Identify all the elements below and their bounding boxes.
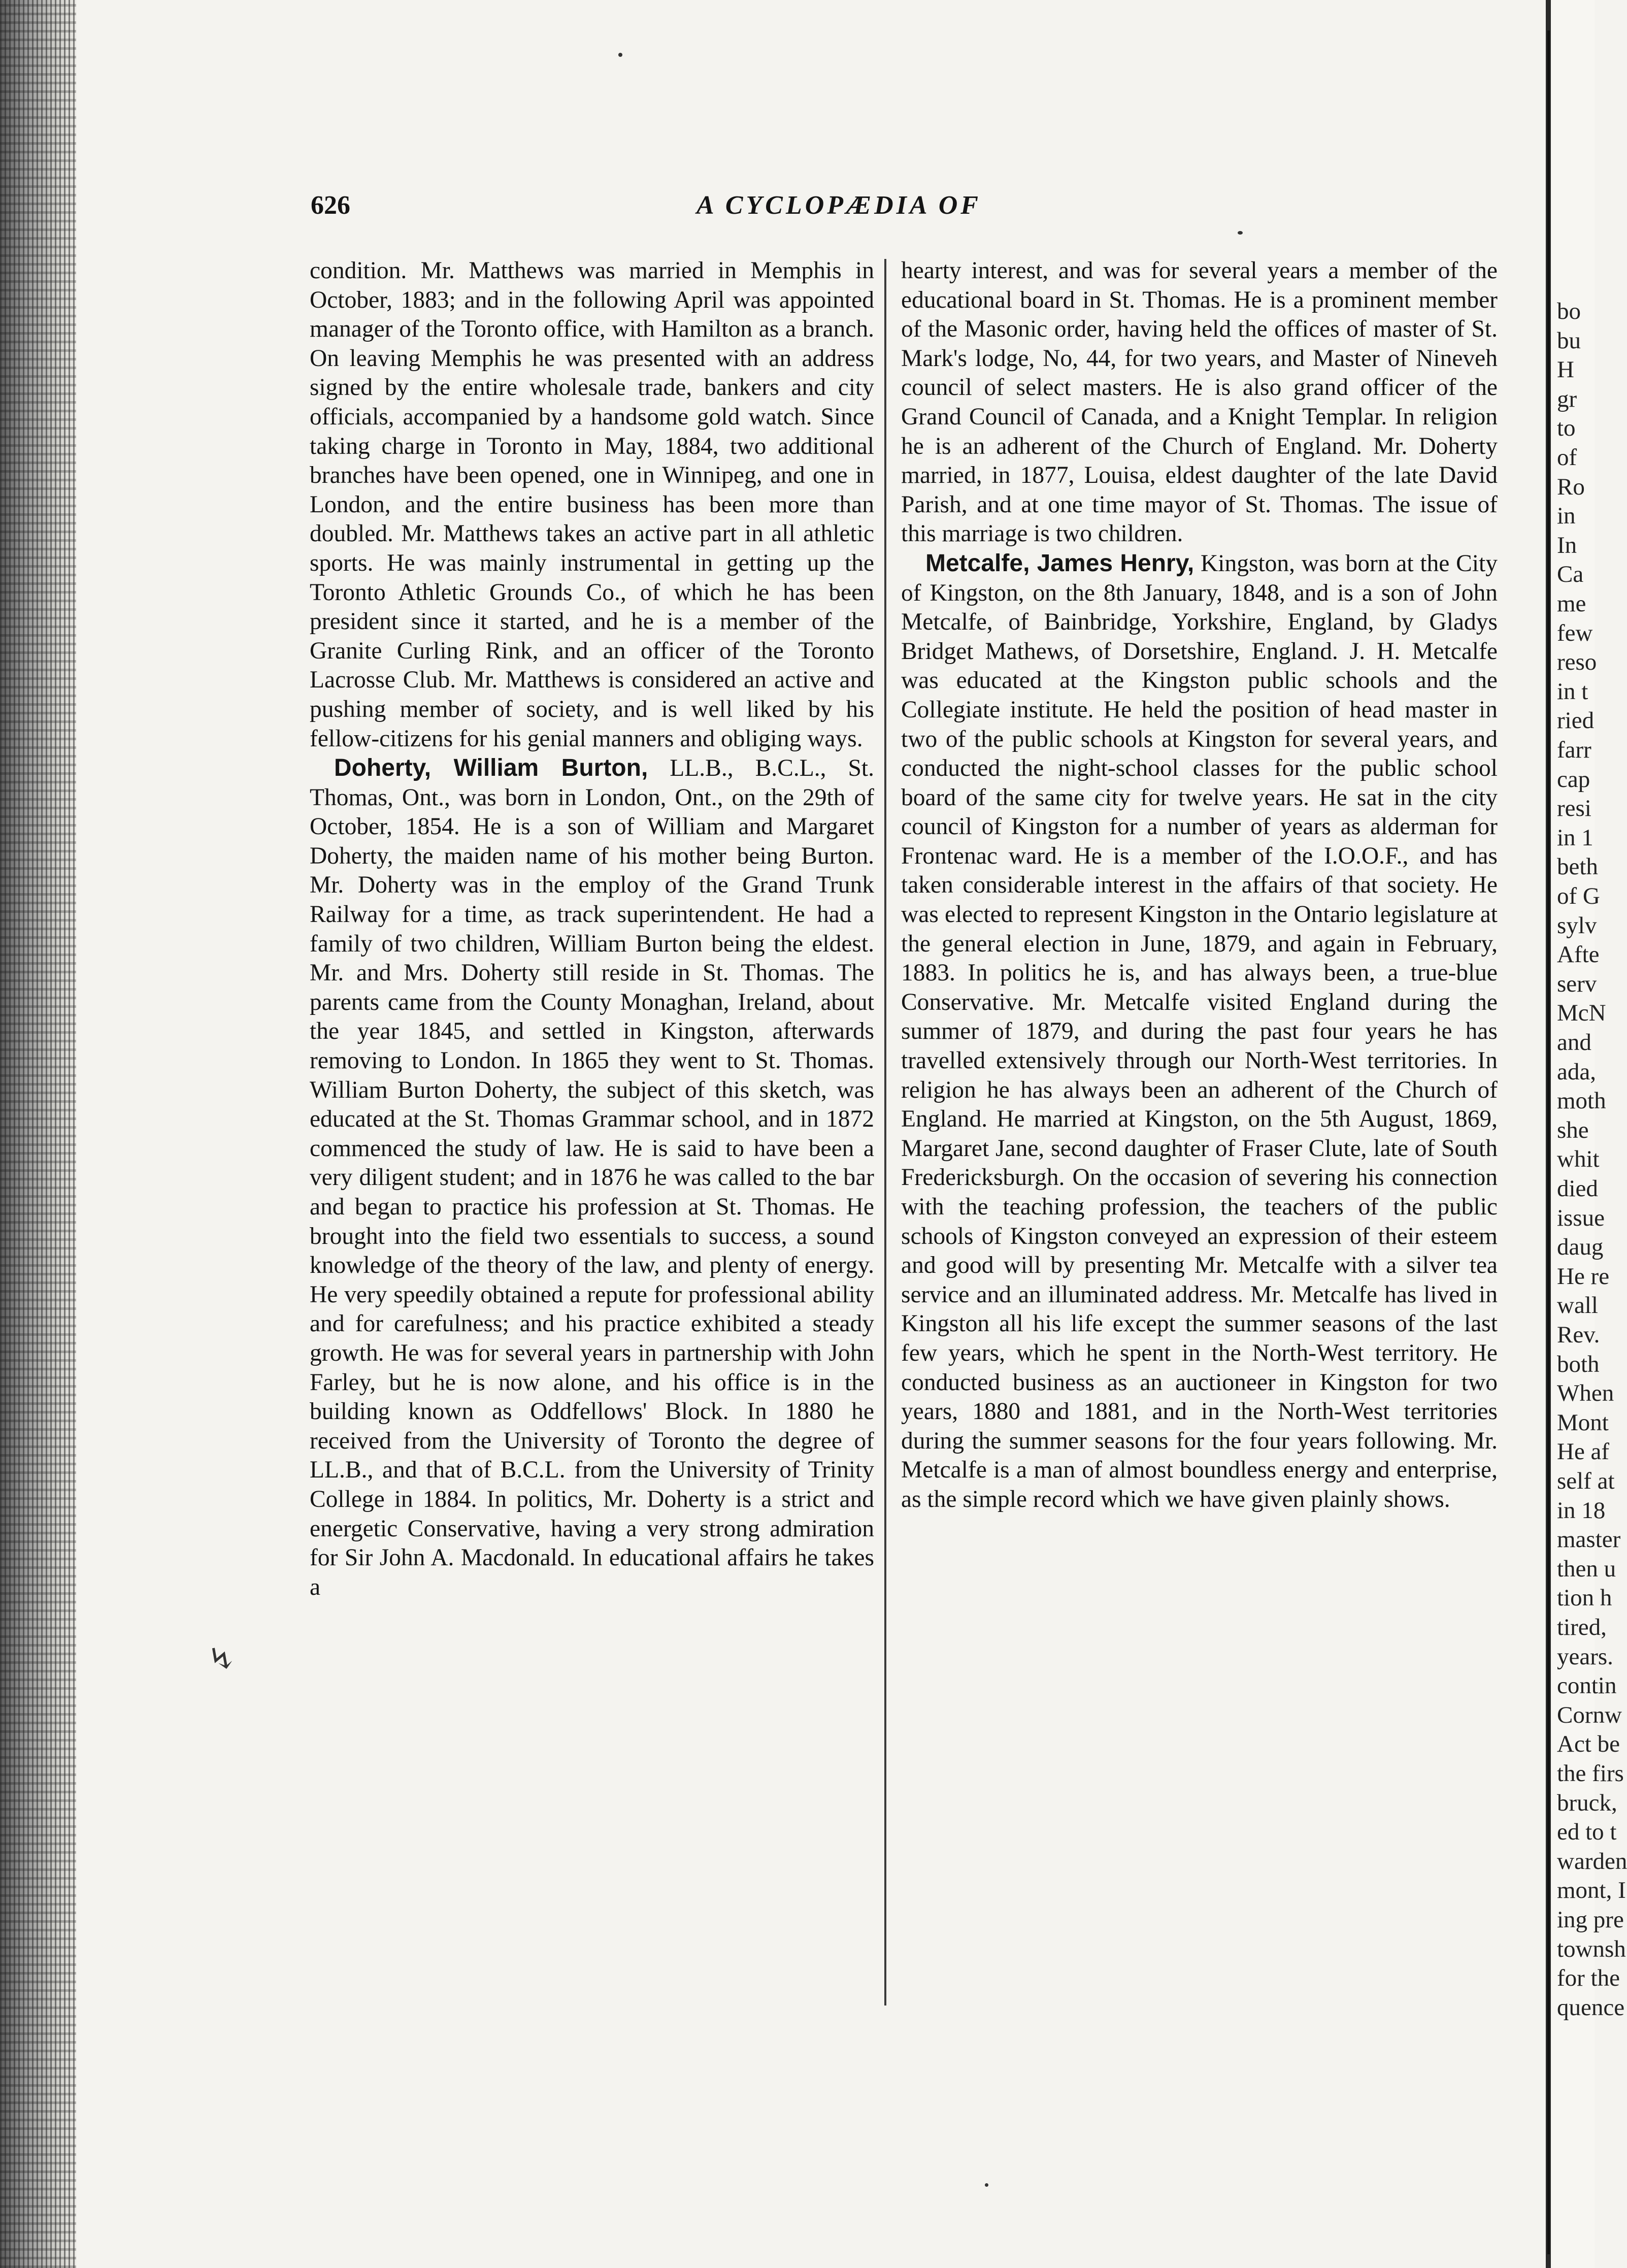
facing-page-fragment: Mont <box>1557 1409 1609 1436</box>
facing-page-fragment: He re <box>1557 1263 1610 1290</box>
facing-page-fragment: Afte <box>1557 941 1600 968</box>
facing-page-fragment: to <box>1557 415 1576 442</box>
facing-page-fragment: Act be <box>1557 1731 1620 1758</box>
facing-page-fragment: bo <box>1557 298 1581 324</box>
facing-page-fragment: bruck, <box>1557 1789 1617 1816</box>
paper-speck <box>985 2183 988 2187</box>
facing-page-fragment: beth <box>1557 853 1598 880</box>
doherty-entry <box>310 753 874 1602</box>
facing-page-fragment: in <box>1557 503 1576 530</box>
running-title: A CYCLOPÆDIA OF <box>696 191 981 220</box>
facing-page-rule <box>1547 30 1550 2254</box>
facing-page-fragment: bu <box>1557 327 1581 354</box>
facing-page-fragment: and <box>1557 1029 1591 1056</box>
facing-page-fragment: tired, <box>1557 1614 1607 1640</box>
facing-page-fragment: she <box>1557 1116 1589 1143</box>
facing-page-fragment: ada, <box>1557 1058 1596 1085</box>
facing-page-fragment: issue <box>1557 1204 1605 1231</box>
entry-text-doherty: LL.B., B.C.L., St. Thomas, Ont., was born in London, Ont., on the 29th of October, 1854. He is a son of William and Margaret Doherty, the maiden name of his mother being Burton. Mr. Doherty was in the employ of the Grand Trunk Railway for a time, as track superintendent. He had a family of two children, William Burton being the eldest. Mr. and Mrs. Doherty still reside in St. Thomas. The parents came from the County Monaghan, Ireland, about the year 1845, and settled in Kingston, afterwards removing to London. In 1865 they went to St. Thomas. William Burton Doherty, the subject of this sketch, was educated at the St. Thomas Grammar school, and in 1872 commenced the study of law. He is said to have been a very diligent student; and in 1876 he was called to the bar and began to practice his profession at St. Thomas. He brought into the field two essentials to success, a sound knowledge of the theory of the law, and plenty of energy. He very speedily obtained a repute for professional ability and for carefulness; and his practice exhibited a steady growth. He was for several years in partnership with John Farley, but he is now alone, and his office is in the building known as Oddfellows' Block. In 1880 he received from the University of Toronto the degree of LL.B., and that of B.C.L. from the University of Trinity College in 1884. In politics, Mr. Doherty is a strict and energetic Conservative, having a very strong admiration for Sir John A. Macdonald. In educational affairs he takes a <box>310 755 874 1600</box>
facing-page-fragment: He af <box>1557 1438 1610 1465</box>
facing-page-fragment: whit <box>1557 1146 1600 1173</box>
entry-name-metcalfe: Metcalfe, James Henry, <box>925 549 1194 577</box>
facing-page-fragment: warden <box>1557 1848 1627 1875</box>
page-number: 626 <box>311 191 350 220</box>
facing-page-fragment: ried <box>1557 707 1595 734</box>
facing-page-fragment: died <box>1557 1175 1598 1202</box>
facing-page-fragment: for the <box>1557 1965 1620 1992</box>
facing-page-fragment: tion h <box>1557 1585 1612 1612</box>
facing-page-strip <box>1546 0 1627 2268</box>
facing-page-fragment: Rev. <box>1557 1322 1600 1348</box>
facing-page-fragment: cap <box>1557 766 1590 793</box>
facing-page-fragment: gr <box>1557 385 1577 412</box>
facing-page-fragment: McN <box>1557 1000 1606 1027</box>
facing-page-fragment: quence <box>1557 1994 1625 2021</box>
facing-page-fragment: ed to t <box>1557 1819 1617 1846</box>
facing-page-fragment: When <box>1557 1380 1614 1407</box>
facing-page-fragment: wall <box>1557 1292 1598 1319</box>
facing-page-fragment: me <box>1557 590 1586 617</box>
facing-page-fragment: of G <box>1557 883 1600 909</box>
matthews-continuation-paragraph: condition. Mr. Matthews was married in Memphis in October, 1883; and in the following April was appointed manager of the Toronto office, with Hamilton as a branch. On leaving Memphis he was presented with an address signed by the entire wholesale trade, bankers and city officials, accompanied by a handsome gold watch. Since taking charge in Toronto in May, 1884, two additional branches have been opened, one in Winnipeg, and one in London, and the entire business has been more than doubled. Mr. Matthews takes an active part in all athletic sports. He was mainly instrumental in getting up the Toronto Athletic Grounds Co., of which he has been president since it started, and he is a member of the Granite Curling Rink, and an officer of the Toronto Lacrosse Club. Mr. Matthews is considered an active and pushing member of society, and is well liked by his fellow-citizens for his genial manners and obliging ways. <box>310 257 874 752</box>
facing-page-fragment: moth <box>1557 1088 1606 1114</box>
facing-page-fragment: contin <box>1557 1672 1617 1699</box>
entry-name-doherty: Doherty, William Burton, <box>334 754 648 782</box>
paper-speck <box>618 53 622 57</box>
facing-page-fragment: H <box>1557 356 1574 383</box>
facing-page-fragment: of <box>1557 444 1577 471</box>
facing-page-fragment: years. <box>1557 1643 1613 1670</box>
facing-page-fragment: Ro <box>1557 473 1585 500</box>
facing-page-fragment: reso <box>1557 649 1597 676</box>
facing-page-fragment: then u <box>1557 1555 1616 1582</box>
facing-page-fragment: in 18 <box>1557 1497 1606 1524</box>
margin-pencil-mark: ↯ <box>203 1637 241 1681</box>
facing-page-fragment: few <box>1557 619 1593 646</box>
facing-page-fragment: daug <box>1557 1234 1604 1261</box>
right-column <box>901 256 1498 1515</box>
facing-page-fragment: farr <box>1557 737 1591 763</box>
facing-page-fragment: in t <box>1557 678 1588 705</box>
facing-page-fragment: sylv <box>1557 912 1597 939</box>
paper-speck <box>1238 231 1243 235</box>
facing-page-fragment: the firs <box>1557 1760 1624 1787</box>
facing-page-fragment: both <box>1557 1351 1600 1377</box>
left-column <box>310 256 874 1602</box>
page-header <box>311 190 1504 226</box>
doherty-continuation-paragraph: hearty interest, and was for several years a member of the educational board in St. Thomas. He is a prominent member of the Masonic order, having held the offices of master of St. Mark's lodge, No, 44, for two years, and Master of Nineveh council of select masters. He is also grand officer of the Grand Council of Canada, and a Knight Templar. In religion he is an adherent of the Church of England. Mr. Doherty married, in 1877, Louisa, eldest daughter of the late David Parish, and at one time mayor of St. Thomas. The issue of this marriage is two children. <box>901 257 1498 547</box>
facing-page-fragment: Ca <box>1557 561 1584 588</box>
facing-page-fragment: master <box>1557 1526 1621 1553</box>
entry-text-metcalfe: Kingston, was born at the City of Kingston, on the 8th January, 1848, and is a son of John Metcalfe, of Bainbridge, Yorkshire, England, by Gladys Bridget Mathews, of Dorsetshire, England. J. H. Metcalfe was educated at the Kingston public schools and the Collegiate institute. He held the position of head master in two of the public schools at Kingston for several years, and conducted the night-school classes for the public school board of the same city for twelve years. He sat in the city council of Kingston for a number of years as alderman for Frontenac ward. He is a member of the I.O.O.F., and has taken considerable interest in the affairs of that society. He was elected to represent Kingston in the Ontario legislature at the general election in June, 1879, and again in February, 1883. In politics he is, and has always been, a true-blue Conservative. Mr. Metcalfe visited England during the summer of 1879, and during the past four years he has travelled extensively through our North-West territories. In religion he has always been an adherent of the Church of England. He married at Kingston, on the 5th August, 1869, Margaret Jane, second daughter of Fraser Clute, late of South Fredericksburgh. On the occasion of severing his connection with the teaching profession, the teachers of the public schools of Kingston conveyed an expression of their esteem and good will by presenting Mr. Metcalfe with a silver tea service and an illuminated address. Mr. Metcalfe has lived in Kingston all his life except the summer seasons of the last few years, which he spent in the North-West territory. He conducted business as an auctioneer in Kingston for two years, 1880 and 1881, and in the North-West territories during the summer seasons for the four years following. Mr. Metcalfe is a man of almost boundless energy and enterprise, as the simple record which we have given plainly shows. <box>901 550 1498 1513</box>
facing-page-fragment: In <box>1557 532 1577 558</box>
facing-page-fragment: Cornw <box>1557 1701 1622 1728</box>
facing-page-fragment: in 1 <box>1557 824 1593 851</box>
metcalfe-entry <box>901 549 1498 1515</box>
facing-page-fragment: mont, I <box>1557 1877 1626 1904</box>
facing-page-fragment: ing pre <box>1557 1907 1624 1933</box>
facing-page-fragment: townsh <box>1557 1935 1626 1962</box>
facing-page-fragment: resi <box>1557 795 1591 822</box>
facing-page-fragment: self at <box>1557 1468 1615 1494</box>
facing-page-fragment: serv <box>1557 970 1597 997</box>
book-binding-edge <box>0 0 76 2268</box>
column-divider <box>884 259 886 2006</box>
